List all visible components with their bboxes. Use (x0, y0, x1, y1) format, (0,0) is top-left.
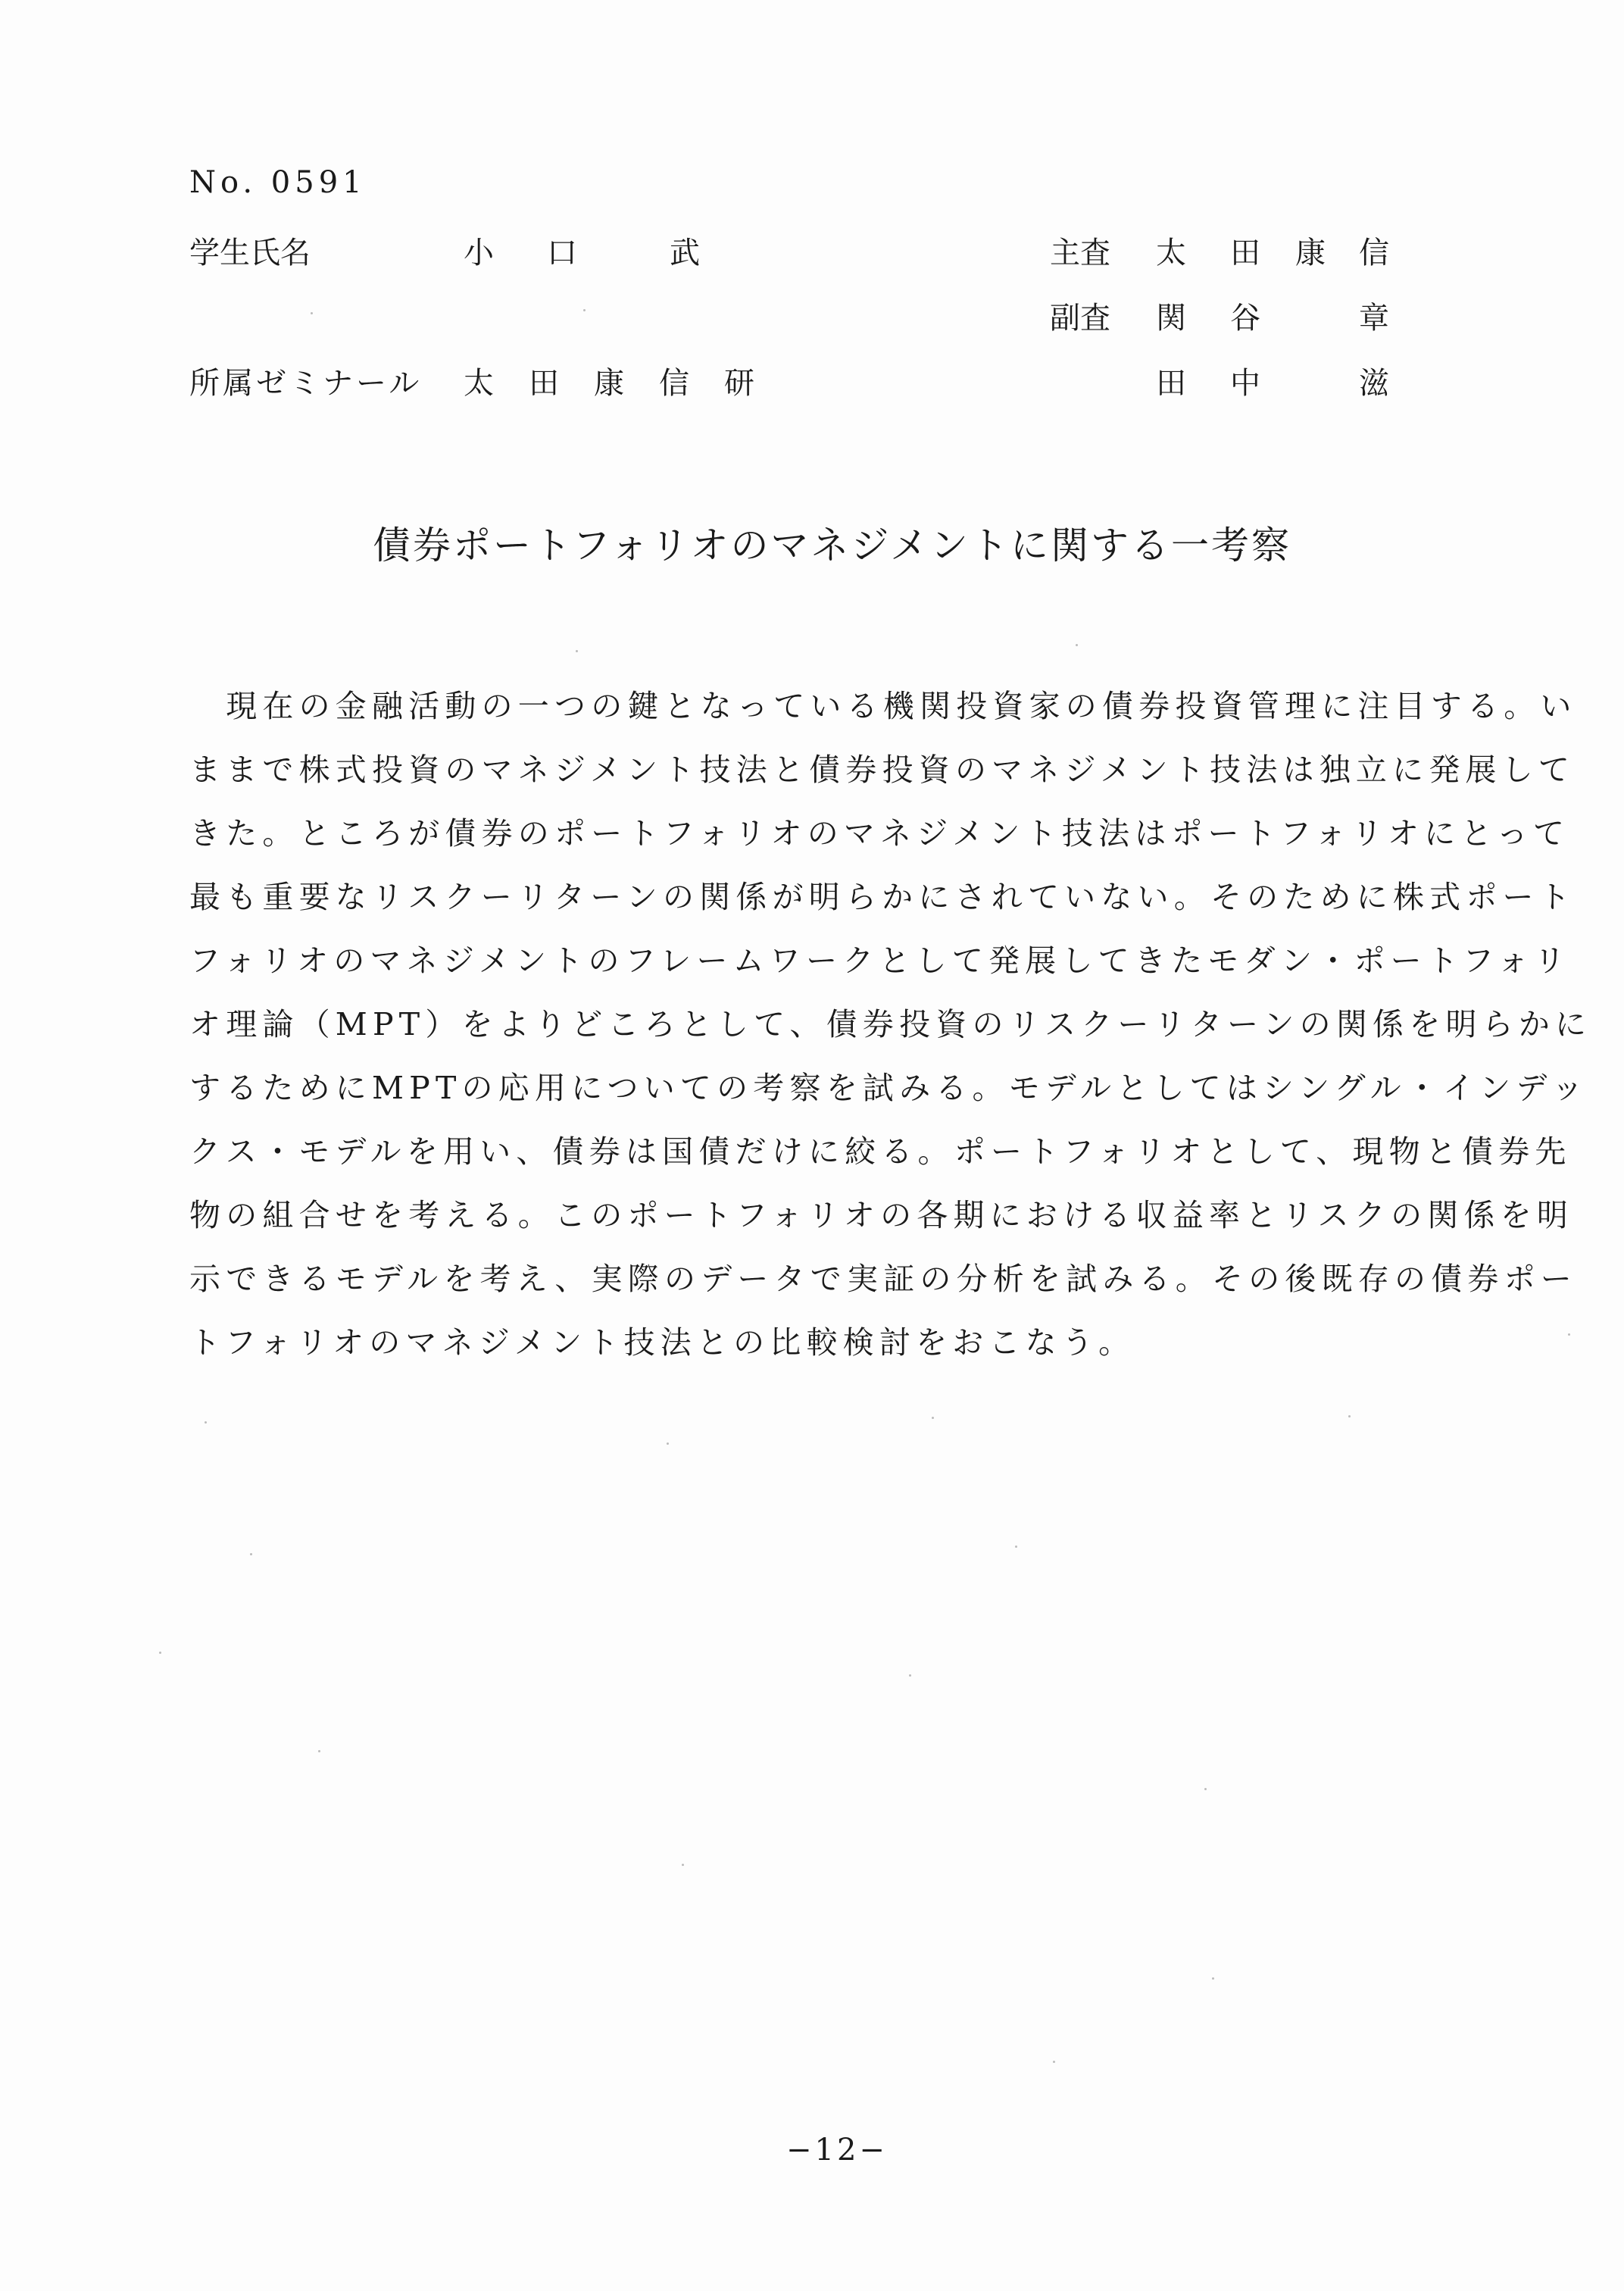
examiner-name-char: 田 (1230, 236, 1260, 270)
scan-speck (1348, 1415, 1351, 1417)
vice-examiner-label: 副査 (1050, 301, 1110, 336)
examiner-name-char: 章 (1359, 301, 1389, 336)
abstract-line: 最も重要なリスクーリターンの関係が明らかにされていない。そのために株式ポート (189, 879, 1576, 915)
document-number: No. 0591 (189, 165, 367, 200)
student-name-char: 小 (464, 236, 494, 270)
examiner-name-char: 康 (1295, 236, 1326, 270)
scan-speck (1204, 1788, 1207, 1790)
scan-speck (205, 1421, 207, 1424)
abstract-line: ままで株式投資のマネジメント技法と債券投資のマネジメント技法は独立に発展して (189, 752, 1576, 788)
scan-speck (311, 312, 313, 314)
abstract-line: オ理論（MPT）をよりどころとして、債券投資のリスクーリターンの関係を明らかに (189, 1006, 1592, 1042)
scan-speck (1015, 1546, 1017, 1548)
abstract-body (189, 674, 1592, 1374)
scan-speck (583, 309, 586, 311)
scan-speck (909, 1674, 911, 1677)
student-name-char: 武 (670, 236, 700, 270)
seminar-label: 所属ゼミナール (189, 366, 423, 401)
abstract-line: きた。ところが債券のポートフォリオのマネジメント技法はポートフォリオにとって (189, 815, 1570, 852)
examiner-name-char: 信 (1359, 236, 1389, 270)
abstract-line: 物の組合せを考える。このポートフォリオの各期における収益率とリスクの関係を明 (189, 1197, 1574, 1233)
chief-examiner-label: 主査 (1050, 236, 1110, 270)
seminar-value: 太田康信研 (464, 366, 789, 401)
scan-speck (159, 1652, 161, 1654)
scan-speck (318, 1750, 320, 1752)
abstract-line: トフォリオのマネジメント技法との比較検討をおこなう。 (189, 1324, 1135, 1361)
abstract-line: フォリオのマネジメントのフレームワークとして発展してきたモダン・ポートフォリ (189, 942, 1571, 979)
page-number: −12− (786, 2133, 888, 2168)
abstract-line: するためにMPTの応用についての考察を試みる。モデルとしてはシングル・インデッ (189, 1070, 1588, 1106)
examiner-name-char: 太 (1156, 236, 1186, 270)
thesis-title: 債券ポートフォリオのマネジメントに関する一考察 (373, 524, 1291, 567)
examiner-name-char: 田 (1156, 366, 1186, 401)
abstract-line: 現在の金融活動の一つの鍵となっている機関投資家の債券投資管理に注目する。い (189, 688, 1577, 724)
scan-speck (682, 1864, 684, 1866)
scan-speck (1053, 2061, 1055, 2063)
scan-speck (932, 1417, 934, 1419)
scan-speck (667, 1442, 669, 1445)
student-name-label: 学生氏名 (189, 236, 311, 270)
scan-speck (1076, 644, 1078, 646)
examiner-name-char: 関 (1156, 301, 1186, 336)
student-name-char: 口 (547, 236, 577, 270)
scan-speck (250, 1553, 252, 1555)
abstract-line: 示できるモデルを考え、実際のデータで実証の分析を試みる。その後既存の債券ポー (189, 1261, 1578, 1297)
examiner-name-char: 中 (1230, 366, 1260, 401)
scan-speck (1212, 1977, 1214, 1980)
scan-speck (1568, 1333, 1570, 1336)
examiner-name-char: 谷 (1230, 301, 1260, 336)
abstract-line: クス・モデルを用い、債券は国債だけに絞る。ポートフォリオとして、現物と債券先 (189, 1133, 1572, 1170)
examiner-name-char: 滋 (1359, 366, 1389, 401)
scan-speck (576, 650, 578, 652)
